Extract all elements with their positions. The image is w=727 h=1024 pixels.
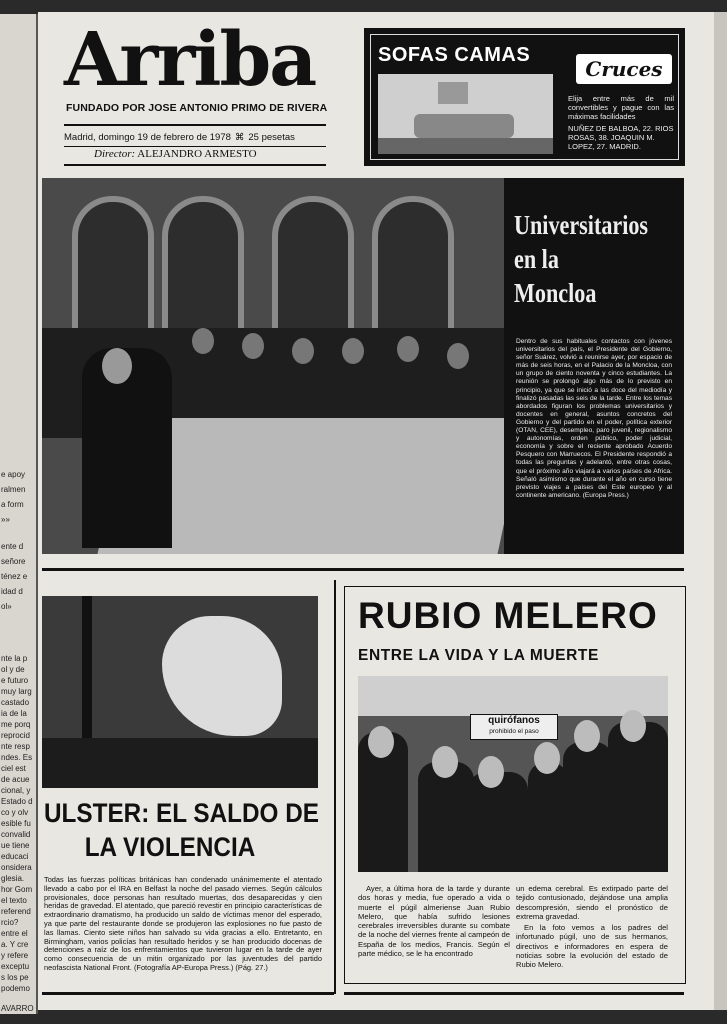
- adjacent-text: el texto: [1, 896, 27, 905]
- adjacent-text: me porq: [1, 720, 31, 729]
- rubio-subheadline: ENTRE LA VIDA Y LA MUERTE: [358, 647, 599, 664]
- adjacent-text: exceptu: [1, 962, 30, 971]
- adjacent-text: glesia.: [1, 874, 25, 883]
- sign-text: quirófanos: [488, 715, 540, 726]
- ulster-body: Todas las fuerzas políticas británicas han condenado unánimemente el atentado llevado a cabo por el IRA en Belfast la noche del pasado viernes. Según cálculos provisionales, doce personas han resultado muertas, dos desaparecidas y cien heridas de gravedad. El atentado, que pareció revestir en principio características de extraordinario dramatismo, ha producido un saldo de víctimas menor del esperado, ya que parte del restaurante donde se produjeron las explosiones no fue pasto de las llamas. Ciento siete niños han salvado su vida gracias a ello. Entretanto, en Birmingham, varios policías han resultado heridos y se han producido docenas de detenciones a raíz de los enfrentamientos que tuvieron lugar en la tarde de ayer como consecuencia de un mitin organizado por las juventudes del partido neofascista National Front. (Fotografía AP-Europa Press.) (Pág. 27.): [44, 875, 322, 972]
- adjacent-text: convalid: [1, 830, 31, 839]
- adjacent-text: »»: [1, 515, 10, 524]
- arch-shape: [72, 196, 154, 332]
- fire-shape: [162, 616, 282, 736]
- adjacent-text: ol y de: [1, 665, 25, 674]
- dateline: [64, 132, 295, 143]
- sofa-advertisement: [364, 28, 685, 166]
- ad-brand-logo: Cruces: [576, 54, 672, 84]
- person-shape: [528, 762, 568, 872]
- adjacent-text: co y olv: [1, 808, 29, 817]
- headline-line: Universitarios: [514, 210, 649, 240]
- divider: [64, 124, 326, 126]
- headline-line: ULSTER: EL SALDO DE: [44, 798, 319, 828]
- adjacent-text: nte la p: [1, 654, 28, 663]
- adjacent-text: ciel est: [1, 764, 26, 773]
- adjacent-text: esible fu: [1, 819, 31, 828]
- moncloa-body: Dentro de sus habituales contactos con jóvenes universitarios del país, el Presidente del Gobierno, señor Suárez, volvió a reunirse ayer, por espacio de más de seis horas, en el Palacio de la Moncloa, con un grupo de ciento noventa y cinco estudiantes. La reunión se prolongó algo más de lo previsto en principio, ya que se inició a las doce del mediodía y finalizó pasadas las seis de la tarde. Entre los temas abordados figuran los problemas universitarios y docentes en general, asuntos concretos del Gobierno y del partido en el poder, política exterior (OTAN, CEE), desempleo, paro juvenil, regionalismo y autonomías, orden público, poder judicial, economía y sobre el reciente aprobado Acuerdo Pesquero con Marruecos. El Presidente respondió a todas las preguntas y adelantó, entre otras cosas, que el próximo año viajará a varios países de Africa. Señaló asimismo que durante el año en curso tiene previsto viajes a países del Este europeo y al continente americano. (Europa Press.): [516, 338, 672, 499]
- adjacent-text: muy larg: [1, 687, 32, 696]
- adjacent-text: ue tiene: [1, 841, 30, 850]
- divider: [64, 146, 326, 147]
- newspaper-title: Arriba: [64, 17, 316, 103]
- section-divider: [42, 992, 334, 995]
- person-shape: [418, 762, 474, 872]
- adjacent-text: entre el: [1, 929, 28, 938]
- date: Madrid, domingo 19 de febrero de 1978: [64, 132, 231, 143]
- arch-shape: [162, 196, 244, 332]
- adjacent-text: ndes. Es: [1, 753, 33, 762]
- ulster-photo: [42, 596, 318, 788]
- headline-line: en la: [514, 244, 559, 274]
- head-shape: [192, 328, 214, 354]
- adjacent-text: ente d: [1, 542, 24, 551]
- adjacent-text: señore: [1, 557, 26, 566]
- section-divider: [344, 992, 684, 995]
- head-shape: [342, 338, 364, 364]
- founded-by: FUNDADO POR JOSE ANTONIO PRIMO DE RIVERA: [66, 102, 328, 114]
- adjacent-text: e apoy: [1, 470, 26, 479]
- section-divider: [42, 568, 684, 571]
- operating-room-sign: [470, 714, 558, 740]
- adjacent-text: a. Y cre: [1, 940, 29, 949]
- face-shape: [574, 720, 600, 752]
- adjacent-text: castado: [1, 698, 30, 707]
- adjacent-text: rcio?: [1, 918, 19, 927]
- sofa-shape: [414, 114, 514, 138]
- lamp-shape: [438, 82, 468, 104]
- adjacent-text: de acue: [1, 775, 30, 784]
- moncloa-story: [504, 178, 684, 554]
- ad-sofa-image: [378, 74, 553, 154]
- column-divider: [334, 580, 336, 994]
- arch-shape: [372, 196, 454, 332]
- adjacent-text: idad d: [1, 587, 23, 596]
- adjacent-text: ol»: [1, 602, 12, 611]
- head-shape: [292, 338, 314, 364]
- face-shape: [478, 756, 504, 788]
- arch-shape: [272, 196, 354, 332]
- ceiling-shape: [358, 676, 668, 716]
- adjacent-text: nte resp: [1, 742, 30, 751]
- rubio-column-1: [358, 884, 510, 960]
- adjacent-text: hor Gom: [1, 885, 33, 894]
- rubio-headline: RUBIO MELERO: [358, 595, 658, 636]
- rubble-shape: [42, 738, 318, 788]
- ad-title: SOFAS CAMAS: [378, 44, 531, 66]
- sign-subtext: prohibido el paso: [489, 728, 539, 735]
- director-line: [94, 148, 257, 160]
- divider: [64, 164, 326, 166]
- adjacent-text: ralmen: [1, 485, 26, 494]
- adjacent-text: ténez e: [1, 572, 28, 581]
- adjacent-text: y refere: [1, 951, 29, 960]
- page-edge: [714, 12, 727, 1010]
- floor-shape: [378, 138, 553, 154]
- ad-address: NUÑEZ DE BALBOA, 22. RIOS ROSAS, 38. JOAQUIN M. LOPEZ, 27. MADRID.: [568, 124, 674, 151]
- speaker-head: [102, 348, 132, 384]
- rubio-column-2: [516, 884, 668, 972]
- adjacent-text: a form: [1, 500, 24, 509]
- paragraph: un edema cerebral. Es extirpado parte del tejido contusionado, dejándose una amplia descompresión, siendo el pronóstico de extrema gravedad.: [516, 884, 668, 921]
- face-shape: [620, 710, 646, 742]
- paragraph: En la foto vemos a los padres del infortunado púgil, uno de sus hermanos, directivos e informadores en espera de noticias sobre la evolución del estado de Rubio Melero.: [516, 923, 668, 970]
- adjacent-text: educaci: [1, 852, 29, 861]
- director-name: ALEJANDRO ARMESTO: [137, 148, 257, 160]
- price: 25 pesetas: [248, 132, 295, 143]
- moncloa-headline: [514, 208, 649, 310]
- ad-copy: Elija entre más de mil convertibles y pague con las máximas facilidades: [568, 94, 674, 121]
- rubio-photo: [358, 676, 668, 872]
- adjacent-text: podemo: [1, 984, 30, 993]
- head-shape: [397, 336, 419, 362]
- masthead: [64, 17, 329, 168]
- director-label: Director:: [94, 148, 136, 160]
- adjacent-text: e futuro: [1, 676, 29, 685]
- head-shape: [447, 343, 469, 369]
- headline-line: Moncloa: [514, 278, 597, 308]
- adjacent-text: referend: [1, 907, 31, 916]
- headline-line: LA VIOLENCIA: [84, 832, 256, 862]
- paragraph: Ayer, a última hora de la tarde y durante dos horas y media, fue operado a vida o muerte el púgil almeriense Juan Rubio Melero, que había sufrido lesiones cerebrales irreversibles durante su combate de la noche del viernes frente al campeón de España de los medios, Francis. Según el parte médico, se le ha encontrado: [358, 884, 510, 959]
- adjacent-text: s los pe: [1, 973, 29, 982]
- head-shape: [242, 333, 264, 359]
- face-shape: [368, 726, 394, 758]
- adjacent-page: [0, 14, 38, 1014]
- person-shape: [563, 742, 613, 872]
- person-shape: [608, 722, 668, 872]
- moncloa-photo: [42, 178, 504, 554]
- separator-icon: ⌘: [234, 132, 245, 143]
- adjacent-text: cional, y: [1, 786, 31, 795]
- adjacent-text: reprocid: [1, 731, 30, 740]
- person-shape: [468, 772, 528, 872]
- adjacent-text: Estado d: [1, 797, 33, 806]
- adjacent-text: AVARRO: [1, 1004, 34, 1013]
- adjacent-text: ia de la: [1, 709, 27, 718]
- face-shape: [534, 742, 560, 774]
- ulster-headline: [44, 796, 319, 864]
- adjacent-text: onsidera: [1, 863, 32, 872]
- face-shape: [432, 746, 458, 778]
